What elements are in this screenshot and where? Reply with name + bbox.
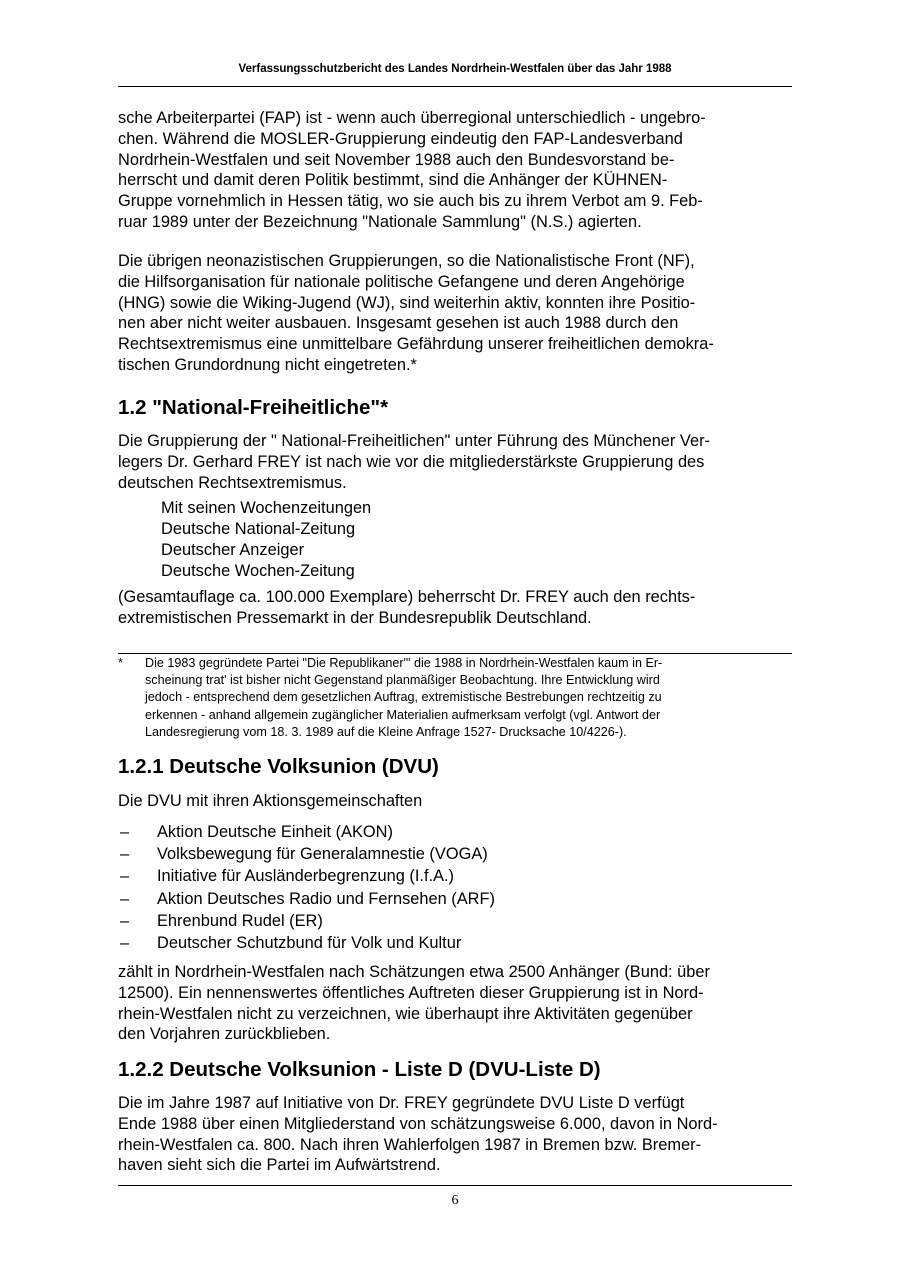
footnote-line: erkennen - anhand allgemein zugänglicher Materialien aufmerksam verfolgt (vgl. Antwort der [145, 707, 661, 722]
list-item [118, 843, 495, 865]
text-line: 12500). Ein nennenswertes öffentliches Auftreten dieser Gruppierung ist in Nord- [118, 983, 704, 1002]
text-line: (HNG) sowie die Wiking-Jugend (WJ), sind weiterhin aktiv, konnten ihre Positio- [118, 293, 696, 312]
section-heading-1-2-1: 1.2.1 Deutsche Volksunion (DVU) [118, 755, 439, 778]
paragraph-fap [118, 108, 792, 233]
text-line: Die DVU mit ihren Aktionsgemeinschaften [118, 792, 423, 810]
paragraph-neonazi-groups [118, 251, 792, 376]
text-line: haven sieht sich die Partei im Aufwärtstrend. [118, 1156, 441, 1175]
list-item: Deutscher Anzeiger [161, 541, 305, 559]
paragraph-frey-intro [118, 431, 792, 493]
text-line: Rechtsextremismus eine unmittelbare Gefährdung unserer freiheitlichen demokra- [118, 335, 714, 354]
text-line: rhein-Westfalen nicht zu verzeichnen, wie überhaupt ihre Aktivitäten gegenüber [118, 1004, 693, 1023]
footnote-rule [118, 653, 792, 654]
paragraph-press-market [118, 587, 792, 629]
page-number: 6 [451, 1193, 459, 1208]
text-line: Die Gruppierung der " National-Freiheitlichen" unter Führung des Münchener Ver- [118, 432, 710, 450]
list-item [118, 932, 495, 954]
text-line: herrscht und damit deren Politik bestimmt, sind die Anhänger der KÜHNEN- [118, 171, 668, 190]
list-item: Deutsche National-Zeitung [161, 520, 356, 538]
list-item [118, 821, 495, 843]
text-line: den Vorjahren zurückblieben. [118, 1025, 331, 1044]
footer-rule [118, 1185, 792, 1186]
dash-bullet: – [120, 867, 130, 886]
text-line: Die im Jahre 1987 auf Initiative von Dr. FREY gegründete DVU Liste D verfügt [118, 1094, 685, 1112]
dash-bullet: – [120, 845, 130, 864]
text-line: (Gesamtauflage ca. 100.000 Exemplare) beherrscht Dr. FREY auch den rechts- [118, 588, 696, 606]
text-line: legers Dr. Gerhard FREY ist nach wie vor die mitgliederstärkste Gruppierung des [118, 452, 705, 471]
text-line: extremistischen Pressemarkt in der Bundesrepublik Deutschland. [118, 608, 592, 627]
section-heading-1-2-2: 1.2.2 Deutsche Volksunion - Liste D (DVU-Liste D) [118, 1058, 601, 1081]
text-line: zählt in Nordrhein-Westfalen nach Schätzungen etwa 2500 Anhänger (Bund: über [118, 963, 710, 981]
footnote-line: jedoch - entsprechend dem gesetzlichen Auftrag, extremistische Bestrebungen rechtzeitig zu [145, 690, 662, 705]
text-line: ruar 1989 unter der Bezeichnung "Nationale Sammlung" (N.S.) agierten. [118, 212, 642, 231]
text-line: die Hilfsorganisation für nationale politische Gefangene und deren Angehörige [118, 272, 685, 291]
list-item-label: Deutscher Schutzbund für Volk und Kultur [157, 934, 462, 953]
text-line: tischen Grundordnung nicht eingetreten.* [118, 355, 417, 374]
paragraph-dvu-liste-d [118, 1093, 792, 1176]
text-line: Nordrhein-Westfalen und seit November 1988 auch den Bundesvorstand be- [118, 150, 675, 169]
paragraph-dvu-followers [118, 962, 792, 1045]
dash-bullet: – [120, 889, 130, 908]
footnote-line: Die 1983 gegründete Partei "Die Republikaner"' die 1988 in Nordrhein-Westfalen kaum in Er- [145, 656, 663, 670]
text-line: Ende 1988 über einen Mitgliederstand von schätzungsweise 6.000, davon in Nord- [118, 1114, 718, 1133]
text-line: nen aber nicht weiter ausbauen. Insgesamt gesehen ist auch 1988 durch den [118, 314, 679, 333]
list-item-label: Aktion Deutsches Radio und Fernsehen (ARF) [157, 889, 495, 908]
text-line: Gruppe vornehmlich in Hessen tätig, wo sie auch bis zu ihrem Verbot am 9. Feb- [118, 192, 703, 211]
dash-bullet: – [120, 934, 130, 953]
newspaper-list [161, 498, 371, 582]
dash-bullet: – [120, 911, 130, 930]
list-item [118, 865, 495, 887]
list-item [118, 910, 495, 932]
footnote [118, 655, 792, 741]
list-item: Deutsche Wochen-Zeitung [161, 562, 355, 580]
list-item-label: Aktion Deutsche Einheit (AKON) [157, 823, 393, 841]
text-line: Die übrigen neonazistischen Gruppierungen, so die Nationalistische Front (NF), [118, 252, 695, 270]
list-item-label: Initiative für Ausländerbegrenzung (I.f.A.) [157, 867, 455, 886]
list-item-label: Ehrenbund Rudel (ER) [157, 911, 323, 930]
text-line: rhein-Westfalen ca. 800. Nach ihren Wahlerfolgen 1987 in Bremen bzw. Bremer- [118, 1135, 702, 1154]
header-rule [118, 86, 792, 87]
dash-bullet: – [120, 823, 130, 841]
list-item [118, 888, 495, 910]
text-line: deutschen Rechtsextremismus. [118, 473, 347, 492]
running-header: Verfassungsschutzbericht des Landes Nordrhein-Westfalen über das Jahr 1988 [238, 63, 672, 75]
text-line: sche Arbeiterpartei (FAP) ist - wenn auch überregional unterschiedlich - ungebro- [118, 109, 706, 127]
footnote-line: Landesregierung vom 18. 3. 1989 auf die Kleine Anfrage 1527- Drucksache 10/4226-). [145, 724, 627, 739]
list-item-label: Volksbewegung für Generalamnestie (VOGA) [157, 845, 488, 864]
section-heading-1-2: 1.2 "National-Freiheitliche"* [118, 396, 389, 419]
text-line: chen. Während die MOSLER-Gruppierung eindeutig den FAP-Landesverband [118, 129, 683, 148]
dvu-action-groups-list [118, 821, 495, 954]
footnote-line: scheinung trat' ist bisher nicht Gegenstand planmäßiger Beobachtung. Ihre Entwicklung wird [145, 673, 660, 688]
footnote-mark: * [118, 656, 123, 670]
paragraph-dvu-intro [118, 791, 792, 812]
list-item: Mit seinen Wochenzeitungen [161, 499, 372, 517]
